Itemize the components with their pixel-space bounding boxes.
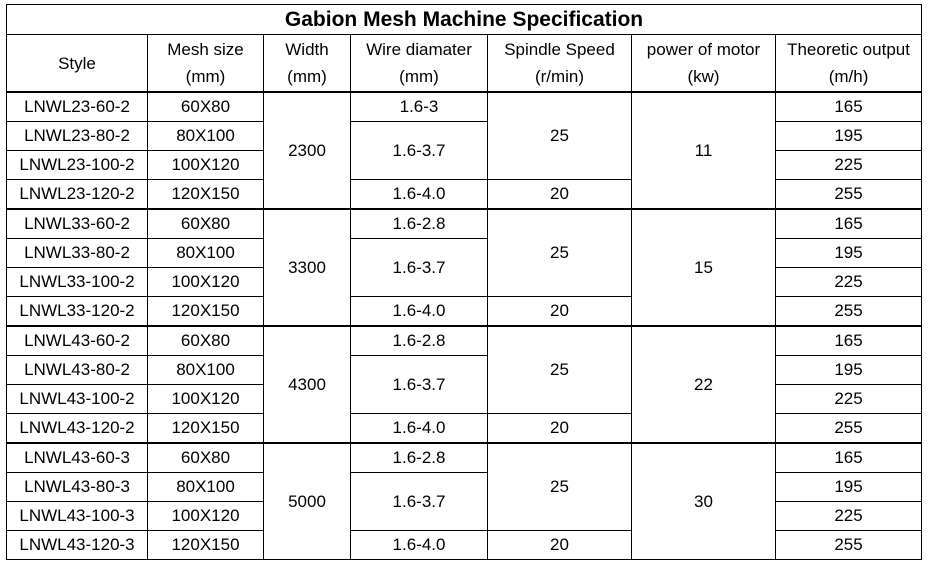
style-cell: LNWL33-80-2 [7,239,148,268]
wire-diameter-cell: 1.6-2.8 [351,209,488,239]
style-cell: LNWL23-120-2 [7,180,148,210]
motor-power-cell: 22 [632,326,776,443]
style-cell: LNWL43-100-2 [7,385,148,414]
spec-table-container [6,4,922,560]
mesh-size-cell: 100X120 [148,502,264,531]
table-row [7,473,922,502]
mesh-size-cell: 120X150 [148,531,264,560]
header-width: Width (mm) [264,35,351,93]
table-row [7,239,922,268]
wire-diameter-cell: 1.6-4.0 [351,297,488,327]
spec-table [6,4,922,560]
table-row [7,180,922,210]
spindle-speed-cell: 20 [488,180,632,210]
mesh-size-cell: 80X100 [148,356,264,385]
mesh-size-cell: 100X120 [148,268,264,297]
width-cell: 2300 [264,92,351,209]
spindle-speed-cell: 20 [488,414,632,444]
table-row [7,326,922,356]
table-row [7,443,922,473]
theoretic-output-cell: 195 [776,473,922,502]
style-cell: LNWL23-80-2 [7,122,148,151]
wire-diameter-cell: 1.6-3.7 [351,473,488,531]
wire-diameter-cell: 1.6-4.0 [351,531,488,560]
header-row [7,35,922,93]
style-cell: LNWL43-60-2 [7,326,148,356]
header-motor-power: power of motor (kw) [632,35,776,93]
style-cell: LNWL23-60-2 [7,92,148,122]
style-cell: LNWL43-120-2 [7,414,148,444]
motor-power-cell: 11 [632,92,776,209]
wire-diameter-cell: 1.6-3 [351,92,488,122]
width-cell: 4300 [264,326,351,443]
theoretic-output-cell: 165 [776,92,922,122]
mesh-size-cell: 100X120 [148,151,264,180]
mesh-size-cell: 120X150 [148,180,264,210]
table-row [7,356,922,385]
theoretic-output-cell: 225 [776,385,922,414]
mesh-size-cell: 60X80 [148,326,264,356]
table-row [7,122,922,151]
style-cell: LNWL43-80-3 [7,473,148,502]
theoretic-output-cell: 165 [776,443,922,473]
style-cell: LNWL33-100-2 [7,268,148,297]
table-row [7,531,922,560]
width-cell: 5000 [264,443,351,560]
mesh-size-cell: 60X80 [148,92,264,122]
spindle-speed-cell: 20 [488,531,632,560]
header-style: Style [7,35,148,93]
theoretic-output-cell: 225 [776,151,922,180]
mesh-size-cell: 60X80 [148,443,264,473]
mesh-size-cell: 80X100 [148,122,264,151]
wire-diameter-cell: 1.6-4.0 [351,414,488,444]
spindle-speed-cell: 25 [488,92,632,180]
style-cell: LNWL43-100-3 [7,502,148,531]
theoretic-output-cell: 225 [776,502,922,531]
motor-power-cell: 30 [632,443,776,560]
theoretic-output-cell: 165 [776,209,922,239]
style-cell: LNWL43-120-3 [7,531,148,560]
theoretic-output-cell: 165 [776,326,922,356]
theoretic-output-cell: 255 [776,180,922,210]
mesh-size-cell: 80X100 [148,239,264,268]
spindle-speed-cell: 25 [488,443,632,531]
mesh-size-cell: 100X120 [148,385,264,414]
mesh-size-cell: 120X150 [148,297,264,327]
wire-diameter-cell: 1.6-3.7 [351,356,488,414]
spindle-speed-cell: 25 [488,209,632,297]
wire-diameter-cell: 1.6-3.7 [351,239,488,297]
header-theoretic-output: Theoretic output (m/h) [776,35,922,93]
style-cell: LNWL33-60-2 [7,209,148,239]
table-row [7,209,922,239]
theoretic-output-cell: 195 [776,239,922,268]
table-title: Gabion Mesh Machine Specification [7,5,922,35]
table-row [7,92,922,122]
theoretic-output-cell: 255 [776,297,922,327]
table-row [7,414,922,444]
wire-diameter-cell: 1.6-2.8 [351,443,488,473]
wire-diameter-cell: 1.6-3.7 [351,122,488,180]
spindle-speed-cell: 25 [488,326,632,414]
style-cell: LNWL43-60-3 [7,443,148,473]
mesh-size-cell: 120X150 [148,414,264,444]
style-cell: LNWL43-80-2 [7,356,148,385]
wire-diameter-cell: 1.6-4.0 [351,180,488,210]
header-mesh-size: Mesh size (mm) [148,35,264,93]
header-spindle-speed: Spindle Speed (r/min) [488,35,632,93]
width-cell: 3300 [264,209,351,326]
spindle-speed-cell: 20 [488,297,632,327]
motor-power-cell: 15 [632,209,776,326]
theoretic-output-cell: 195 [776,122,922,151]
theoretic-output-cell: 195 [776,356,922,385]
mesh-size-cell: 80X100 [148,473,264,502]
theoretic-output-cell: 225 [776,268,922,297]
table-row [7,297,922,327]
style-cell: LNWL33-120-2 [7,297,148,327]
theoretic-output-cell: 255 [776,531,922,560]
wire-diameter-cell: 1.6-2.8 [351,326,488,356]
mesh-size-cell: 60X80 [148,209,264,239]
header-wire-diameter: Wire diamater (mm) [351,35,488,93]
theoretic-output-cell: 255 [776,414,922,444]
style-cell: LNWL23-100-2 [7,151,148,180]
